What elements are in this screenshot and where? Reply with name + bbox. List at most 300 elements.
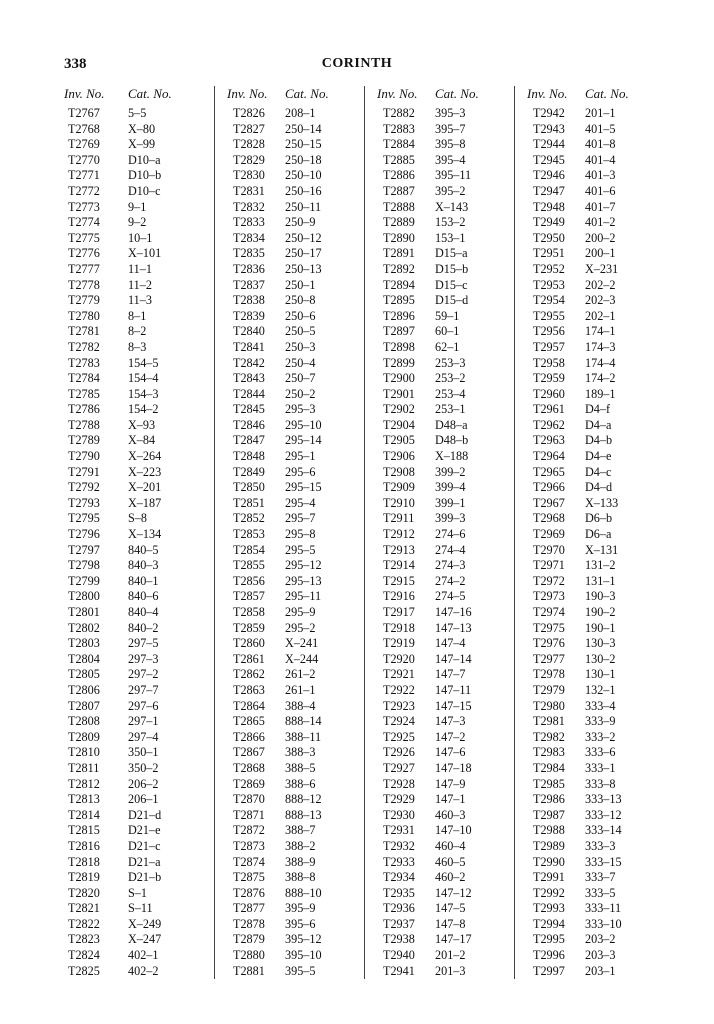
cat-no-cell: 333–7: [585, 870, 616, 885]
cat-no-cell: 295–14: [285, 433, 322, 448]
inv-no-cell: T2964: [533, 449, 565, 464]
cat-no-cell: 59–1: [435, 308, 460, 323]
table-row: [377, 558, 514, 574]
cat-no-cell: 399–4: [435, 480, 466, 495]
cat-no-cell: 297–1: [128, 714, 159, 729]
table-row: [227, 917, 364, 933]
inv-no-cell: T2788: [68, 417, 100, 432]
inv-no-cell: T2827: [233, 121, 265, 136]
inv-no-cell: T2886: [383, 168, 415, 183]
cat-no-cell: 401–4: [585, 152, 616, 167]
table-row: [227, 153, 364, 169]
inv-no-cell: T2859: [233, 620, 265, 635]
inv-no-cell: T2832: [233, 199, 265, 214]
table-row: [527, 839, 664, 855]
table-row: [227, 324, 364, 340]
inv-no-cell: T2849: [233, 464, 265, 479]
inv-no-cell: T2791: [68, 464, 100, 479]
table-row: [227, 356, 364, 372]
table-row: [227, 137, 364, 153]
table-row: [377, 184, 514, 200]
cat-no-cell: 333–5: [585, 885, 616, 900]
inv-no-cell: T2771: [68, 168, 100, 183]
inv-no-cell: T2769: [68, 137, 100, 152]
table-row: [64, 371, 214, 387]
inv-no-cell: T2870: [233, 792, 265, 807]
table-row: [64, 324, 214, 340]
cat-no-cell: 295–4: [285, 495, 316, 510]
cat-no-cell: 200–1: [585, 246, 616, 261]
inv-no-cell: T2973: [533, 589, 565, 604]
inv-no-cell: T2874: [233, 854, 265, 869]
cat-no-cell: D48–a: [435, 417, 468, 432]
inv-no-cell: T2968: [533, 511, 565, 526]
cat-no-cell: 395–3: [435, 106, 466, 120]
cat-no-cell: 253–2: [435, 371, 466, 386]
table-row: [64, 870, 214, 886]
table-row: [377, 387, 514, 403]
cat-no-cell: 206–1: [128, 792, 159, 807]
cat-no-cell: 190–2: [585, 605, 616, 619]
table-row: [527, 137, 664, 153]
cat-no-cell: 202–1: [585, 308, 616, 323]
inv-no-cell: T2850: [233, 480, 265, 495]
cat-no-cell: 840–4: [128, 605, 159, 619]
inv-no-cell: T2901: [383, 386, 415, 401]
cat-no-cell: 250–17: [285, 246, 322, 261]
inv-no-cell: T2846: [233, 417, 265, 432]
inv-no-cell: T2801: [68, 605, 100, 619]
table-row: [527, 246, 664, 262]
inv-no-cell: T2896: [383, 308, 415, 323]
cat-no-cell: D21–c: [128, 838, 161, 853]
cat-no-cell: 333–14: [585, 823, 622, 838]
table-row: [377, 870, 514, 886]
table-row: [527, 652, 664, 668]
inv-no-cell: T2892: [383, 261, 415, 276]
cat-no-cell: 9–1: [128, 199, 147, 214]
table-row: [64, 839, 214, 855]
inv-no-cell: T2878: [233, 916, 265, 931]
cat-no-cell: 11–2: [128, 277, 152, 292]
cat-no-cell: 401–8: [585, 137, 616, 152]
cat-no-cell: 208–1: [285, 106, 316, 120]
cat-no-cell: 350–1: [128, 745, 159, 760]
inv-no-cell: T2879: [233, 932, 265, 947]
cat-no-header: Cat. No.: [128, 86, 172, 101]
table-row: [377, 137, 514, 153]
table-row: [377, 168, 514, 184]
inv-no-cell: T2887: [383, 183, 415, 198]
table-row: [64, 745, 214, 761]
cat-no-cell: 401–6: [585, 183, 616, 198]
table-row: [527, 745, 664, 761]
cat-no-cell: D4–c: [585, 464, 612, 479]
table-row: [64, 948, 214, 964]
inv-no-cell: T2995: [533, 932, 565, 947]
inv-no-cell: T2768: [68, 121, 100, 136]
inv-no-cell: T2900: [383, 371, 415, 386]
table-row: [227, 901, 364, 917]
cat-no-cell: D10–c: [128, 183, 161, 198]
inv-no-cell: T2944: [533, 137, 565, 152]
cat-no-cell: S–8: [128, 511, 147, 526]
inv-no-cell: T2862: [233, 667, 265, 682]
column-header: [64, 86, 214, 106]
cat-no-cell: 147–7: [435, 667, 466, 682]
cat-no-cell: D21–a: [128, 854, 161, 869]
inv-no-cell: T2828: [233, 137, 265, 152]
table-row: [527, 356, 664, 372]
cat-no-cell: X–188: [435, 449, 469, 464]
inv-no-cell: T2947: [533, 183, 565, 198]
cat-no-cell: 9–2: [128, 215, 147, 230]
inv-no-cell: T2935: [383, 885, 415, 900]
table-row: [527, 761, 664, 777]
table-row: [227, 932, 364, 948]
cat-no-cell: 250–15: [285, 137, 322, 152]
inv-no-cell: T2921: [383, 667, 415, 682]
inv-no-cell: T2834: [233, 230, 265, 245]
cat-no-cell: 840–3: [128, 558, 159, 573]
table-row: [527, 589, 664, 605]
table-row: [64, 714, 214, 730]
cat-no-cell: 333–4: [585, 698, 616, 713]
table-row: [64, 667, 214, 683]
cat-no-cell: X–231: [585, 261, 619, 276]
inv-no-cell: T2989: [533, 838, 565, 853]
column-rows: [377, 106, 514, 979]
inv-no-cell: T2984: [533, 760, 565, 775]
table-row: [64, 293, 214, 309]
inv-no-cell: T2881: [233, 963, 265, 978]
cat-no-cell: X–133: [585, 495, 619, 510]
table-row: [227, 200, 364, 216]
table-row: [227, 231, 364, 247]
inv-no-cell: T2977: [533, 651, 565, 666]
table-row: [527, 699, 664, 715]
cat-no-cell: 295–7: [285, 511, 316, 526]
inv-no-cell: T2842: [233, 355, 265, 370]
table-row: [527, 449, 664, 465]
cat-no-cell: X–187: [128, 495, 162, 510]
inv-no-cell: T2994: [533, 916, 565, 931]
inv-no-cell: T2956: [533, 324, 565, 339]
cat-no-cell: 395–8: [435, 137, 466, 152]
table-row: [377, 527, 514, 543]
table-row: [527, 808, 664, 824]
cat-no-cell: 250–13: [285, 261, 322, 276]
inv-no-cell: T2993: [533, 901, 565, 916]
inv-no-cell: T2863: [233, 682, 265, 697]
table-row: [527, 714, 664, 730]
table-row: [377, 745, 514, 761]
cat-no-cell: 250–7: [285, 371, 316, 386]
table-row: [377, 231, 514, 247]
cat-no-header: Cat. No.: [585, 86, 629, 101]
inv-no-cell: T2775: [68, 230, 100, 245]
cat-no-cell: 297–4: [128, 729, 159, 744]
cat-no-cell: 460–5: [435, 854, 466, 869]
table-row: [227, 964, 364, 980]
cat-no-cell: 11–1: [128, 261, 152, 276]
inv-no-cell: T2985: [533, 776, 565, 791]
cat-no-cell: D4–b: [585, 433, 613, 448]
inv-no-cell: T2958: [533, 355, 565, 370]
inv-no-cell: T2778: [68, 277, 100, 292]
table-row: [527, 262, 664, 278]
table-row: [64, 122, 214, 138]
cat-no-cell: 203–3: [585, 948, 616, 963]
table-row: [527, 340, 664, 356]
inv-no-cell: T2781: [68, 324, 100, 339]
inv-no-cell: T2929: [383, 792, 415, 807]
table-row: [64, 589, 214, 605]
inv-no-cell: T2969: [533, 527, 565, 542]
inv-no-cell: T2805: [68, 667, 100, 682]
inv-no-cell: T2954: [533, 293, 565, 308]
cat-no-cell: 154–2: [128, 402, 159, 417]
inv-no-cell: T2938: [383, 932, 415, 947]
inv-no-cell: T2967: [533, 495, 565, 510]
table-row: [377, 215, 514, 231]
cat-no-cell: X–223: [128, 464, 162, 479]
inv-no-cell: T2830: [233, 168, 265, 183]
table-row: [227, 309, 364, 325]
inv-no-cell: T2837: [233, 277, 265, 292]
inv-no-cell: T2949: [533, 215, 565, 230]
cat-no-cell: 333–3: [585, 838, 616, 853]
cat-no-cell: 840–2: [128, 620, 159, 635]
cat-no-cell: X–134: [128, 527, 162, 542]
cat-no-cell: 395–4: [435, 152, 466, 167]
table-row: [64, 964, 214, 980]
cat-no-cell: D4–e: [585, 449, 612, 464]
table-row: [64, 761, 214, 777]
table-row: [64, 418, 214, 434]
inv-no-cell: T2940: [383, 948, 415, 963]
cat-no-cell: X–131: [585, 542, 619, 557]
table-row: [227, 714, 364, 730]
table-row: [64, 246, 214, 262]
inv-no-cell: T2806: [68, 682, 100, 697]
table-row: [377, 730, 514, 746]
inv-no-cell: T2857: [233, 589, 265, 604]
inv-no-cell: T2953: [533, 277, 565, 292]
table-row: [527, 777, 664, 793]
cat-no-cell: 350–2: [128, 760, 159, 775]
table-row: [227, 387, 364, 403]
cat-no-header: Cat. No.: [435, 86, 479, 101]
cat-no-cell: 250–3: [285, 339, 316, 354]
cat-no-cell: 250–4: [285, 355, 316, 370]
inv-no-cell: T2822: [68, 916, 100, 931]
table-row: [64, 511, 214, 527]
inv-no-cell: T2933: [383, 854, 415, 869]
cat-no-cell: 460–2: [435, 870, 466, 885]
inv-no-cell: T2770: [68, 152, 100, 167]
cat-no-cell: X–264: [128, 449, 162, 464]
inv-no-cell: T2945: [533, 152, 565, 167]
cat-no-cell: 388–11: [285, 729, 322, 744]
inv-no-cell: T2844: [233, 386, 265, 401]
cat-no-cell: D15–b: [435, 261, 469, 276]
inv-no-cell: T2895: [383, 293, 415, 308]
table-row: [227, 543, 364, 559]
table-row: [527, 122, 664, 138]
column-header: [527, 86, 664, 106]
inv-no-cell: T2774: [68, 215, 100, 230]
table-row: [377, 200, 514, 216]
cat-no-cell: 402–2: [128, 963, 159, 978]
inv-no-cell: T2980: [533, 698, 565, 713]
table-row: [527, 901, 664, 917]
inv-no-cell: T2911: [383, 511, 415, 526]
inv-no-cell: T2856: [233, 573, 265, 588]
cat-no-cell: 250–11: [285, 199, 322, 214]
catalogue-table: [64, 86, 664, 979]
inv-no-cell: T2913: [383, 542, 415, 557]
inv-no-cell: T2790: [68, 449, 100, 464]
cat-no-cell: D4–d: [585, 480, 613, 495]
table-row: [64, 465, 214, 481]
table-row: [527, 932, 664, 948]
table-row: [227, 262, 364, 278]
cat-no-cell: 202–2: [585, 277, 616, 292]
cat-no-cell: 888–14: [285, 714, 322, 729]
inv-no-cell: T2826: [233, 106, 265, 120]
inv-no-cell: T2779: [68, 293, 100, 308]
table-row: [377, 589, 514, 605]
column-rows: [64, 106, 214, 979]
table-row: [227, 886, 364, 902]
table-row: [64, 699, 214, 715]
cat-no-cell: 295–5: [285, 542, 316, 557]
cat-no-cell: D10–a: [128, 152, 161, 167]
cat-no-cell: 297–2: [128, 667, 159, 682]
inv-no-cell: T2928: [383, 776, 415, 791]
table-row: [377, 246, 514, 262]
cat-no-cell: 295–13: [285, 573, 322, 588]
cat-no-cell: 206–2: [128, 776, 159, 791]
table-row: [377, 636, 514, 652]
inv-no-cell: T2864: [233, 698, 265, 713]
cat-no-cell: 250–16: [285, 183, 322, 198]
table-row: [227, 122, 364, 138]
inv-no-cell: T2831: [233, 183, 265, 198]
table-row: [227, 246, 364, 262]
cat-no-cell: 154–5: [128, 355, 159, 370]
table-row: [377, 106, 514, 122]
cat-no-cell: 888–10: [285, 885, 322, 900]
cat-no-cell: 333–2: [585, 729, 616, 744]
table-row: [527, 278, 664, 294]
cat-no-cell: 203–2: [585, 932, 616, 947]
cat-no-cell: 395–2: [435, 183, 466, 198]
table-row: [377, 402, 514, 418]
cat-no-cell: 840–5: [128, 542, 159, 557]
table-row: [64, 215, 214, 231]
table-row: [227, 106, 364, 122]
table-row: [227, 761, 364, 777]
cat-no-cell: X–241: [285, 636, 319, 651]
cat-no-cell: 399–3: [435, 511, 466, 526]
inv-no-cell: T2930: [383, 807, 415, 822]
inv-no-cell: T2961: [533, 402, 565, 417]
table-column: [364, 86, 514, 979]
cat-no-cell: 395–12: [285, 932, 322, 947]
inv-no-cell: T2813: [68, 792, 100, 807]
table-row: [64, 886, 214, 902]
cat-no-cell: D6–b: [585, 511, 613, 526]
table-row: [377, 964, 514, 980]
table-row: [527, 605, 664, 621]
table-column: [214, 86, 364, 979]
cat-no-cell: 388–8: [285, 870, 316, 885]
table-row: [227, 855, 364, 871]
inv-no-cell: T2991: [533, 870, 565, 885]
inv-no-cell: T2960: [533, 386, 565, 401]
inv-no-cell: T2851: [233, 495, 265, 510]
cat-no-cell: 202–3: [585, 293, 616, 308]
table-row: [377, 511, 514, 527]
table-row: [377, 371, 514, 387]
table-row: [227, 652, 364, 668]
cat-no-cell: 8–2: [128, 324, 147, 339]
table-row: [227, 340, 364, 356]
inv-no-cell: T2891: [383, 246, 415, 261]
table-row: [527, 683, 664, 699]
table-row: [377, 605, 514, 621]
table-row: [64, 387, 214, 403]
inv-no-cell: T2825: [68, 963, 100, 978]
table-row: [227, 278, 364, 294]
page-number: 338: [64, 56, 87, 72]
table-row: [227, 948, 364, 964]
table-row: [527, 543, 664, 559]
cat-no-cell: 250–1: [285, 277, 316, 292]
table-row: [527, 371, 664, 387]
table-row: [377, 792, 514, 808]
cat-no-cell: 250–6: [285, 308, 316, 323]
inv-no-cell: T2978: [533, 667, 565, 682]
table-row: [377, 449, 514, 465]
inv-no-cell: T2767: [68, 106, 100, 120]
table-row: [527, 574, 664, 590]
cat-no-cell: 201–1: [585, 106, 616, 120]
table-row: [527, 293, 664, 309]
inv-no-cell: T2868: [233, 760, 265, 775]
inv-no-header: Inv. No.: [227, 86, 268, 101]
inv-no-cell: T2833: [233, 215, 265, 230]
inv-no-cell: T2784: [68, 371, 100, 386]
cat-no-cell: X–99: [128, 137, 156, 152]
cat-no-cell: 250–18: [285, 152, 322, 167]
inv-no-cell: T2970: [533, 542, 565, 557]
table-row: [64, 433, 214, 449]
table-row: [377, 683, 514, 699]
table-row: [227, 823, 364, 839]
cat-no-cell: 147–18: [435, 760, 472, 775]
table-row: [64, 605, 214, 621]
table-row: [377, 652, 514, 668]
cat-no-cell: 261–1: [285, 682, 316, 697]
inv-no-cell: T2894: [383, 277, 415, 292]
cat-no-cell: 295–15: [285, 480, 322, 495]
cat-no-cell: 147–4: [435, 636, 466, 651]
table-row: [64, 652, 214, 668]
inv-no-cell: T2877: [233, 901, 265, 916]
